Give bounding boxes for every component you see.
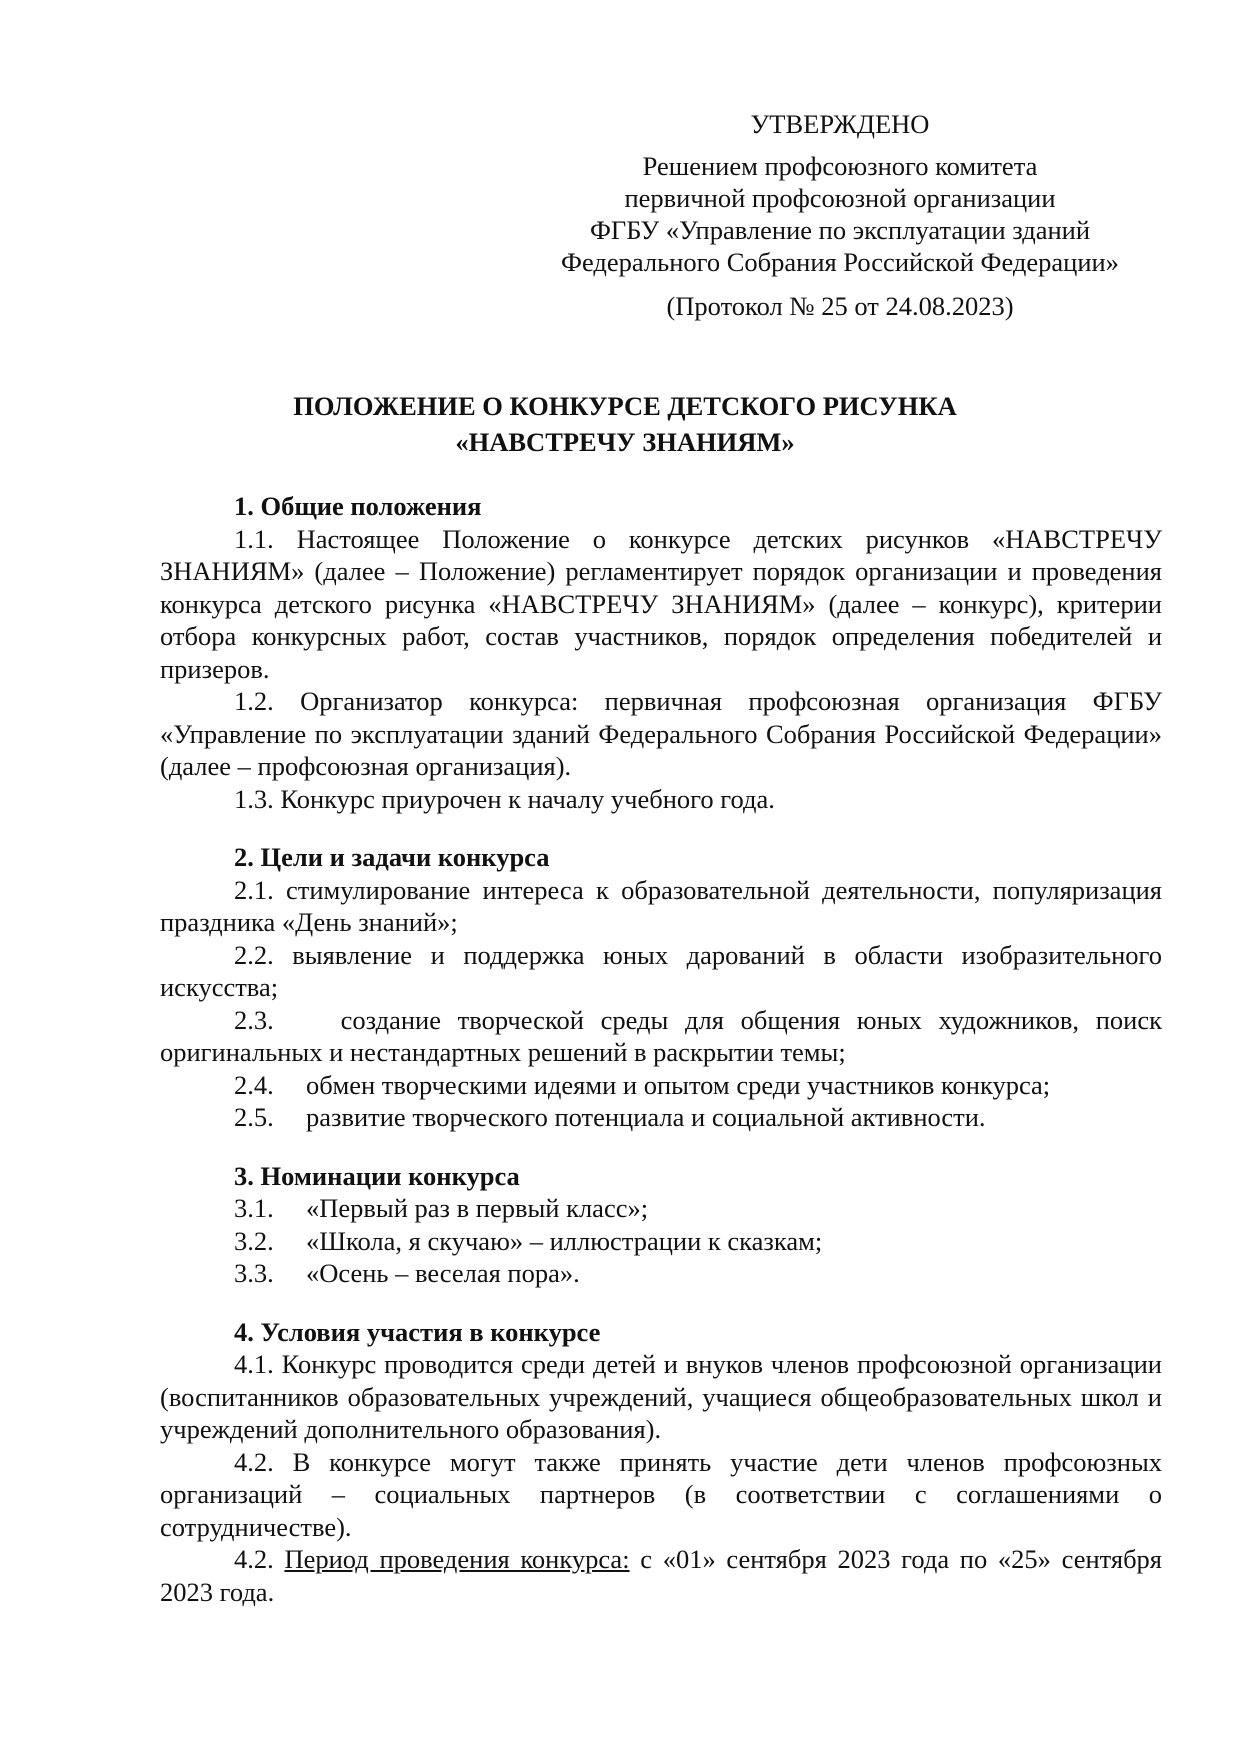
- section-2-heading: 2. Цели и задачи конкурса: [234, 842, 550, 872]
- item-2-3-text: создание творческой среды для общения юных художников, поиск оригинальных и нестандартных решений в раскрытии темы;: [160, 1004, 1162, 1067]
- approval-line: первичной профсоюзной организации: [624, 183, 1056, 213]
- title-line-1: ПОЛОЖЕНИЕ О КОНКУРСЕ ДЕТСКОГО РИСУНКА: [293, 391, 957, 421]
- item-2-4: [160, 1069, 1162, 1102]
- approval-line: ФГБУ «Управление по эксплуатации зданий: [589, 215, 1091, 245]
- nomination-3-2-number: 3.2.: [234, 1225, 274, 1256]
- section-4-heading: 4. Условия участия в конкурсе: [234, 1316, 601, 1347]
- nomination-3-3-text: «Осень – веселая пора».: [306, 1258, 580, 1288]
- paragraph-4-1: 4.1. Конкурс проводится среди детей и внуков членов профсоюзной организации (воспитанников образовательных учреждений, учащиеся общеобразовательных школ и учреждений дополнительного образования).: [160, 1349, 1162, 1444]
- nomination-3-1-text: «Первый раз в первый класс»;: [306, 1193, 649, 1223]
- nomination-3-2-text: «Школа, я скучаю» – иллюстрации к сказкам;: [306, 1225, 823, 1256]
- period-number: 4.2.: [234, 1544, 274, 1574]
- item-2-5: [160, 1101, 1162, 1134]
- approval-line: Федерального Собрания Российской Федерации»: [561, 247, 1119, 277]
- approval-line: Решением профсоюзного комитета: [642, 151, 1038, 181]
- paragraph-4-2-period: [160, 1543, 1162, 1608]
- paragraph-1-3: 1.3. Конкурс приурочен к началу учебного года.: [234, 783, 775, 814]
- nomination-3-3-number: 3.3.: [234, 1258, 274, 1288]
- item-2-2: 2.2. выявление и поддержка юных дарований в области изобразительного искусства;: [160, 939, 1162, 1002]
- item-2-3-number: 2.3.: [234, 1004, 274, 1035]
- approved-label: УТВЕРЖДЕНО: [750, 109, 930, 139]
- paragraph-1-1: 1.1. Настоящее Положение о конкурсе детских рисунков «НАВСТРЕЧУ ЗНАНИЯМ» (далее – Положение) регламентирует порядок организации и проведения конкурса детского рисунка «НАВСТРЕЧУ ЗНАНИЯМ» (далее – конкурс), критерии отбора конкурсных работ, состав участников, порядок определения победителей и призеров.: [160, 523, 1162, 684]
- section-3-heading: 3. Номинации конкурса: [234, 1160, 520, 1191]
- period-label: Период проведения конкурса:: [284, 1544, 630, 1574]
- paragraph-1-2: 1.2. Организатор конкурса: первичная профсоюзная организация ФГБУ «Управление по эксплуатации зданий Федерального Собрания Российской Федерации» (далее – профсоюзная организация).: [160, 686, 1162, 781]
- approval-block: [540, 108, 1140, 322]
- nomination-3-1: [160, 1192, 1162, 1225]
- period-dates: с «01» сентября 2023 года по «25» сентября 2023 года.: [160, 1544, 1162, 1607]
- nomination-3-3: [160, 1257, 1162, 1290]
- item-2-4-text: обмен творческими идеями и опытом среди участников конкурса;: [306, 1069, 1051, 1100]
- item-2-1: 2.1. стимулирование интереса к образовательной деятельности, популяризация праздника «День знаний»;: [160, 874, 1162, 937]
- section-1-heading: 1. Общие положения: [234, 491, 482, 521]
- nomination-3-2: [160, 1225, 1162, 1258]
- paragraph-4-2: 4.2. В конкурсе могут также принять участие дети членов профсоюзных организаций – социальных партнеров (в соответствии с соглашениями о сотрудничестве).: [160, 1446, 1162, 1542]
- nomination-3-1-number: 3.1.: [234, 1193, 274, 1223]
- title-line-2: «НАВСТРЕЧУ ЗНАНИЯМ»: [455, 427, 795, 457]
- item-2-5-number: 2.5.: [234, 1102, 274, 1132]
- item-2-3: [160, 1004, 1162, 1069]
- item-2-5-text: развитие творческого потенциала и социальной активности.: [306, 1102, 986, 1132]
- document-body: [160, 490, 1162, 1608]
- item-2-4-number: 2.4.: [234, 1069, 274, 1100]
- document-title: [160, 388, 1090, 460]
- protocol-reference: (Протокол № 25 от 24.08.2023): [666, 291, 1014, 321]
